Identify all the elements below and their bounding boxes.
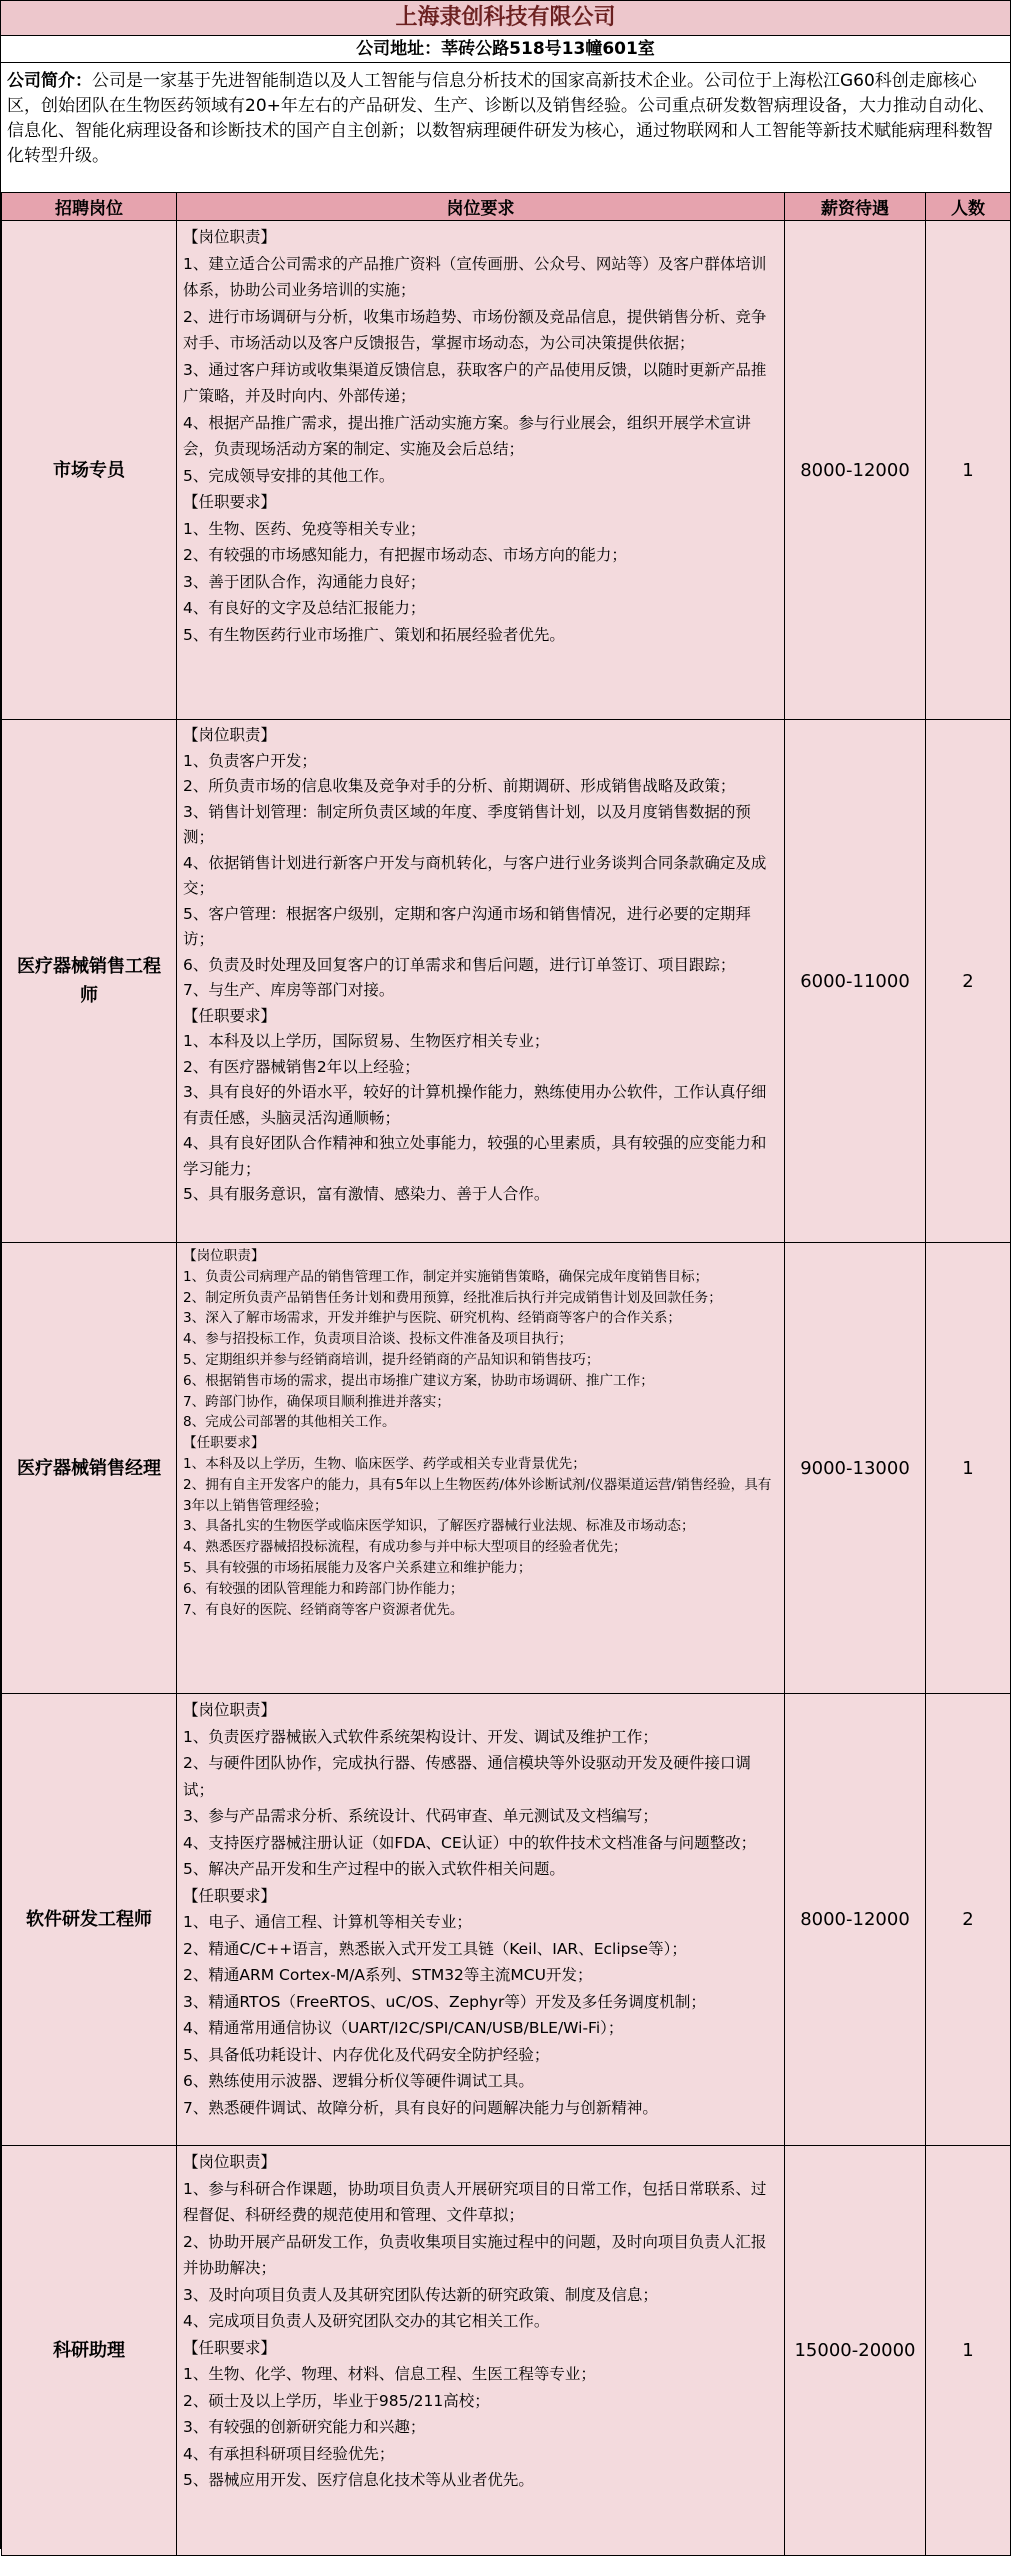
- requirement-line: 3、善于团队合作，沟通能力良好；: [183, 572, 426, 591]
- requirement-line: 5、有生物医药行业市场推广、策划和拓展经验者优先。: [183, 625, 565, 644]
- address-value: 莘砖公路518号13幢601室: [441, 39, 655, 59]
- requirement-line: 4、依据销售计划进行新客户开发与商机转化，与客户进行业务谈判合同条款确定及成交；: [183, 853, 767, 897]
- requirement-line: 3、销售计划管理：制定所负责区域的年度、季度销售计划，以及月度销售数据的预测；: [183, 802, 751, 846]
- requirement-line: 5、器械应用开发、医疗信息化技术等从业者优先。: [183, 2471, 534, 2489]
- requirement-line: 4、参与招投标工作，负责项目洽谈、投标文件准备及项目执行；: [183, 1331, 573, 1348]
- requirement-line: 4、有良好的文字及总结汇报能力；: [183, 599, 426, 617]
- requirement-line: 4、支持医疗器械注册认证（如FDA、CE认证）中的软件技术文档准备与问题整改；: [183, 1833, 757, 1852]
- requirement-line: 3、有较强的创新研究能力和兴趣；: [183, 2418, 426, 2436]
- requirement-line: 【任职要求】: [183, 1886, 277, 1905]
- company-intro: [1, 63, 1010, 193]
- requirement-line: 6、负责及时处理及回复客户的订单需求和售后问题，进行订单签订、项目跟踪；: [183, 955, 736, 974]
- requirement-line: 2、有较强的市场感知能力，有把握市场动态、市场方向的能力；: [183, 546, 627, 564]
- requirement-line: 3、具有良好的外语水平，较好的计算机操作能力，熟练使用办公软件，工作认真仔细有责任感，头脑灵活沟通顺畅；: [183, 1083, 767, 1127]
- job-count: 1: [926, 221, 1011, 720]
- job-position: 科研助理: [2, 2146, 177, 2556]
- company-address-row: [1, 36, 1010, 63]
- requirement-line: 【岗位职责】: [183, 2153, 277, 2171]
- requirement-line: 2、拥有自主开发客户的能力，具有5年以上生物医药/体外诊断试剂/仪器渠道运营/销售经验，具有3年以上销售管理经验；: [183, 1476, 772, 1514]
- company-name: 上海隶创科技有限公司: [1, 1, 1010, 36]
- job-position: 医疗器械销售工程师: [2, 720, 177, 1243]
- requirement-line: 6、有较强的团队管理能力和跨部门协作能力；: [183, 1580, 464, 1597]
- requirement-line: 5、定期组织并参与经销商培训，提升经销商的产品知识和销售技巧；: [183, 1351, 600, 1368]
- requirement-line: 1、电子、通信工程、计算机等相关专业；: [183, 1913, 472, 1931]
- requirement-line: 【任职要求】: [183, 493, 277, 511]
- requirement-line: 4、根据产品推广需求，提出推广活动实施方案。参与行业展会，组织开展学术宣讲会，负责现场活动方案的制定、实施及会后总结；: [183, 413, 751, 458]
- requirement-line: 2、有医疗器械销售2年以上经验；: [183, 1057, 420, 1076]
- table-row: [2, 1243, 1011, 1694]
- requirement-line: 3、深入了解市场需求，开发并维护与医院、研究机构、经销商等客户的合作关系；: [183, 1310, 682, 1327]
- requirement-line: 5、解决产品开发和生产过程中的嵌入式软件相关问题。: [183, 1860, 565, 1878]
- requirement-line: 2、协助开展产品研发工作，负责收集项目实施过程中的问题，及时向项目负责人汇报并协助解决；: [183, 2232, 767, 2277]
- header-position: 招聘岗位: [2, 193, 177, 221]
- job-count: 2: [926, 1694, 1011, 2146]
- requirement-line: 2、硕士及以上学历，毕业于985/211高校；: [183, 2391, 490, 2410]
- requirement-line: 1、生物、化学、物理、材料、信息工程、生医工程等专业；: [183, 2365, 596, 2383]
- requirement-line: 1、负责公司病理产品的销售管理工作，制定并实施销售策略，确保完成年度销售目标；: [183, 1268, 709, 1285]
- table-row: [2, 2146, 1011, 2556]
- requirement-line: 6、根据销售市场的需求，提出市场推广建议方案，协助市场调研、推广工作；: [183, 1372, 654, 1389]
- requirement-line: 4、具有良好团队合作精神和独立处事能力，较强的心里素质，具有较强的应变能力和学习能力；: [183, 1134, 767, 1178]
- job-count: 2: [926, 720, 1011, 1243]
- address-label: 公司地址：: [356, 39, 442, 59]
- requirement-line: 【岗位职责】: [183, 1701, 277, 1719]
- requirement-line: 4、完成项目负责人及研究团队交办的其它相关工作。: [183, 2312, 550, 2330]
- requirement-line: 5、完成领导安排的其他工作。: [183, 466, 395, 485]
- requirement-line: 3、精通RTOS（FreeRTOS、uC/OS、Zephyr等）开发及多任务调度机制；: [183, 1992, 706, 2011]
- job-position: 软件研发工程师: [2, 1694, 177, 2146]
- requirement-line: 3、参与产品需求分析、系统设计、代码审查、单元测试及文档编写；: [183, 1807, 658, 1825]
- requirement-line: 4、精通常用通信协议（UART/I2C/SPI/CAN/USB/BLE/Wi-Fi）；: [183, 2019, 624, 2037]
- job-count: 1: [926, 2146, 1011, 2556]
- requirement-line: 1、参与科研合作课题，协助项目负责人开展研究项目的日常工作，包括日常联系、过程督促、科研经费的规范使用和管理、文件草拟；: [183, 2179, 767, 2224]
- header-requirements: 岗位要求: [177, 193, 785, 221]
- job-requirements: [177, 1694, 785, 2146]
- table-row: [2, 221, 1011, 720]
- intro-label: 公司简介：: [7, 71, 92, 91]
- job-table: [1, 193, 1011, 2556]
- table-row: [2, 1694, 1011, 2146]
- requirement-line: 1、负责医疗器械嵌入式软件系统架构设计、开发、调试及维护工作；: [183, 1727, 658, 1746]
- requirement-line: 5、具备低功耗设计、内存优化及代码安全防护经验；: [183, 2045, 550, 2064]
- requirement-line: 2、进行市场调研与分析，收集市场趋势、市场份额及竞品信息，提供销售分析、竞争对手、市场活动以及客户反馈报告，掌握市场动态，为公司决策提供依据；: [183, 307, 767, 352]
- requirement-line: 5、客户管理：根据客户级别，定期和客户沟通市场和销售情况，进行必要的定期拜访；: [183, 904, 751, 948]
- requirement-line: 1、负责客户开发；: [183, 751, 317, 770]
- requirement-line: 3、通过客户拜访或收集渠道反馈信息，获取客户的产品使用反馈，以随时更新产品推广策略，并及时向内、外部传递；: [183, 360, 767, 405]
- requirement-line: 2、与硬件团队协作，完成执行器、传感器、通信模块等外设驱动开发及硬件接口调试；: [183, 1754, 751, 1799]
- job-salary: 8000-12000: [785, 1694, 926, 2146]
- requirement-line: 4、熟悉医疗器械招投标流程，有成功参与并中标大型项目的经验者优先；: [183, 1539, 627, 1556]
- requirement-line: 【岗位职责】: [183, 228, 277, 246]
- requirement-line: 4、有承担科研项目经验优先；: [183, 2444, 395, 2463]
- job-salary: 15000-20000: [785, 2146, 926, 2556]
- requirement-line: 6、熟练使用示波器、逻辑分析仪等硬件调试工具。: [183, 2072, 534, 2090]
- requirement-line: 【岗位职责】: [183, 1248, 265, 1264]
- requirement-line: 1、本科及以上学历，生物、临床医学、药学或相关专业背景优先；: [183, 1455, 586, 1472]
- requirement-line: 2、制定所负责产品销售任务计划和费用预算，经批准后执行并完成销售计划及回款任务；: [183, 1289, 722, 1306]
- job-salary: 9000-13000: [785, 1243, 926, 1694]
- header-count: 人数: [926, 193, 1011, 221]
- requirement-line: 【任职要求】: [183, 1006, 277, 1025]
- job-requirements: [177, 720, 785, 1243]
- requirement-line: 8、完成公司部署的其他相关工作。: [183, 1414, 396, 1431]
- requirement-line: 7、跨部门协作，确保项目顺利推进并落实；: [183, 1393, 450, 1410]
- requirement-line: 【岗位职责】: [183, 726, 277, 744]
- requirement-line: 3、具备扎实的生物医学或临床医学知识，了解医疗器械行业法规、标准及市场动态；: [183, 1518, 695, 1535]
- requirement-line: 1、建立适合公司需求的产品推广资料（宣传画册、公众号、网站等）及客户群体培训体系，协助公司业务培训的实施；: [183, 254, 767, 299]
- table-header-row: [2, 193, 1011, 221]
- requirement-line: 1、生物、医药、免疫等相关专业；: [183, 519, 426, 538]
- requirement-line: 7、有良好的医院、经销商等客户资源者优先。: [183, 1601, 464, 1618]
- requirement-line: 5、具有服务意识，富有激情、感染力、善于人合作。: [183, 1185, 550, 1203]
- requirement-line: 7、与生产、库房等部门对接。: [183, 981, 395, 999]
- requirement-line: 2、精通C/C++语言，熟悉嵌入式开发工具链（Keil、IAR、Eclipse等）；: [183, 1939, 687, 1958]
- header-salary: 薪资待遇: [785, 193, 926, 221]
- table-row: [2, 720, 1011, 1243]
- job-position: 医疗器械销售经理: [2, 1243, 177, 1694]
- intro-text: 公司是一家基于先进智能制造以及人工智能与信息分析技术的国家高新技术企业。公司位于上海松江G60科创走廊核心区，创始团队在生物医药领域有20+年左右的产品研发、生产、诊断以及销售经验。公司重点研发数智病理设备，大力推动自动化、信息化、智能化病理设备和诊断技术的国产自主创新；以数智病理硬件研发为核心，通过物联网和人工智能等新技术赋能病理科数智化转型升级。: [7, 71, 995, 166]
- requirement-line: 2、所负责市场的信息收集及竞争对手的分析、前期调研、形成销售战略及政策；: [183, 777, 736, 795]
- requirement-line: 2、精通ARM Cortex-M/A系列、STM32等主流MCU开发；: [183, 1966, 593, 1984]
- requirement-line: 7、熟悉硬件调试、故障分析，具有良好的问题解决能力与创新精神。: [183, 2098, 658, 2117]
- job-position: 市场专员: [2, 221, 177, 720]
- job-salary: 6000-11000: [785, 720, 926, 1243]
- job-requirements: [177, 2146, 785, 2556]
- requirement-line: 5、具有较强的市场拓展能力及客户关系建立和维护能力；: [183, 1559, 532, 1576]
- requirement-line: 【任职要求】: [183, 1435, 265, 1452]
- job-requirements: [177, 221, 785, 720]
- requirement-line: 【任职要求】: [183, 2338, 277, 2357]
- job-requirements: [177, 1243, 785, 1694]
- requirement-line: 1、本科及以上学历，国际贸易、生物医疗相关专业；: [183, 1032, 550, 1050]
- requirement-line: 3、及时向项目负责人及其研究团队传达新的研究政策、制度及信息；: [183, 2285, 658, 2304]
- job-salary: 8000-12000: [785, 221, 926, 720]
- job-count: 1: [926, 1243, 1011, 1694]
